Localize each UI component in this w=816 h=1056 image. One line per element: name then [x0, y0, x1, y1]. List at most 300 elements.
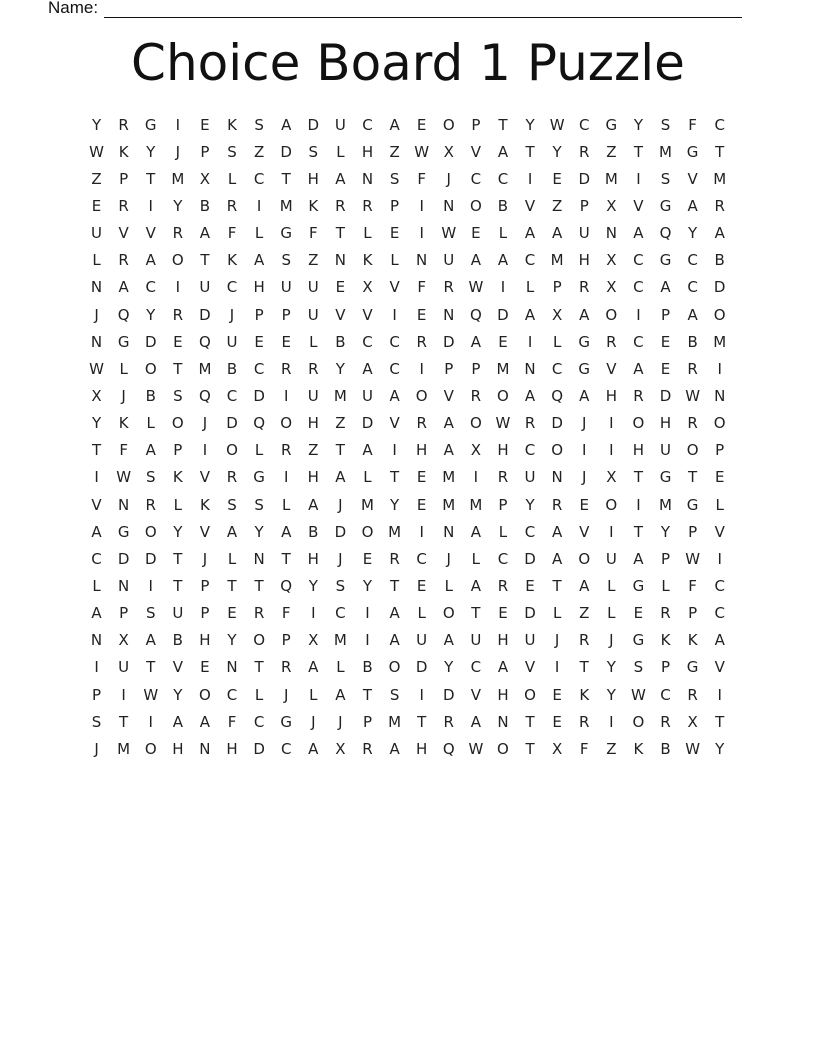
grid-letter: P	[579, 196, 589, 215]
grid-letter: X	[606, 251, 617, 270]
grid-letter: O	[551, 441, 564, 460]
grid-letter: R	[443, 278, 454, 297]
grid-letter: M	[117, 739, 131, 758]
grid-row	[83, 192, 733, 219]
grid-letter: A	[579, 576, 590, 595]
grid-row	[83, 518, 733, 545]
grid-letter: B	[714, 251, 725, 270]
grid-letter: L	[715, 495, 724, 514]
grid-letter: E	[416, 305, 427, 324]
grid-letter: L	[92, 576, 101, 595]
grid-letter: T	[335, 441, 345, 460]
grid-row	[83, 464, 733, 491]
grid-letter: O	[442, 604, 455, 623]
grid-letter: U	[470, 631, 482, 650]
grid-letter: M	[469, 495, 483, 514]
grid-letter: D	[659, 386, 672, 405]
grid-letter: J	[446, 169, 451, 188]
grid-row	[83, 220, 733, 247]
grid-letter: L	[471, 549, 481, 568]
grid-letter: A	[118, 278, 129, 297]
grid-row	[83, 735, 733, 762]
grid-letter: K	[227, 251, 237, 270]
grid-letter: S	[145, 604, 156, 623]
grid-letter: F	[227, 224, 237, 243]
grid-letter: G	[686, 658, 699, 677]
grid-letter: H	[416, 441, 428, 460]
grid-letter: T	[715, 142, 725, 161]
grid-letter: T	[633, 522, 643, 541]
grid-letter: T	[200, 251, 210, 270]
grid-letter: P	[281, 305, 291, 324]
grid-letter: A	[443, 441, 454, 460]
grid-letter: T	[471, 604, 481, 623]
grid-letter: R	[579, 278, 590, 297]
grid-letter: C	[687, 278, 698, 297]
grid-letter: Y	[525, 115, 535, 134]
grid-letter: L	[254, 224, 264, 243]
grid-letter: H	[253, 278, 265, 297]
grid-letter: F	[579, 739, 589, 758]
grid-letter: C	[497, 169, 509, 188]
grid-letter: L	[92, 251, 101, 270]
grid-letter: E	[660, 332, 671, 351]
grid-letter: D	[361, 414, 374, 433]
grid-letter: E	[281, 332, 291, 351]
grid-letter: S	[660, 115, 671, 134]
grid-letter: Z	[579, 604, 590, 623]
grid-row	[83, 165, 733, 192]
grid-letter: T	[633, 142, 643, 161]
grid-letter: E	[579, 495, 589, 514]
grid-letter: X	[606, 278, 617, 297]
grid-letter: C	[578, 115, 590, 134]
grid-letter: K	[118, 142, 129, 161]
grid-letter: Z	[308, 251, 319, 270]
grid-letter: A	[335, 685, 346, 704]
grid-letter: S	[91, 712, 102, 731]
grid-letter: G	[280, 224, 293, 243]
grid-letter: E	[552, 685, 562, 704]
grid-letter: V	[443, 386, 454, 405]
grid-letter: E	[362, 549, 373, 568]
grid-letter: A	[633, 549, 644, 568]
grid-letter: Q	[469, 305, 482, 324]
grid-letter: S	[227, 495, 237, 514]
grid-letter: G	[686, 495, 699, 514]
grid-letter: V	[199, 468, 211, 487]
grid-letter: H	[172, 739, 184, 758]
grid-letter: E	[498, 604, 508, 623]
name-field	[48, 0, 742, 18]
grid-letter: C	[362, 115, 373, 134]
grid-letter: T	[173, 576, 183, 595]
grid-letter: V	[524, 658, 536, 677]
grid-letter: U	[578, 224, 590, 243]
grid-letter: D	[334, 522, 347, 541]
grid-letter: A	[497, 251, 509, 270]
grid-letter: M	[198, 359, 212, 378]
grid-letter: O	[497, 386, 509, 405]
grid-letter: B	[362, 658, 373, 677]
grid-letter: U	[226, 332, 238, 351]
grid-letter: A	[226, 522, 238, 541]
grid-letter: T	[417, 712, 427, 731]
grid-letter: R	[416, 414, 427, 433]
grid-letter: B	[145, 386, 156, 405]
grid-letter: T	[281, 549, 291, 568]
grid-letter: W	[89, 142, 104, 161]
grid-letter: N	[253, 549, 265, 568]
grid-letter: P	[471, 115, 481, 134]
grid-letter: L	[119, 359, 128, 378]
grid-letter: I	[527, 169, 533, 188]
grid-letter: A	[362, 441, 373, 460]
grid-letter: G	[578, 332, 591, 351]
grid-letter: S	[281, 251, 291, 270]
grid-letter: Y	[173, 522, 183, 541]
grid-letter: Y	[606, 658, 616, 677]
grid-letter: I	[609, 712, 614, 731]
grid-letter: N	[361, 169, 374, 188]
grid-letter: M	[279, 196, 293, 215]
grid-letter: U	[605, 549, 617, 568]
grid-letter: M	[388, 522, 402, 541]
grid-letter: V	[145, 224, 156, 243]
grid-letter: O	[253, 631, 266, 650]
grid-letter: M	[361, 495, 374, 514]
grid-letter: Q	[551, 386, 564, 405]
grid-letter: R	[280, 658, 292, 677]
grid-letter: E	[471, 224, 481, 243]
grid-letter: I	[609, 414, 614, 433]
grid-letter: X	[606, 468, 617, 487]
grid-letter: D	[253, 386, 265, 405]
grid-letter: W	[89, 359, 104, 378]
grid-letter: O	[144, 359, 157, 378]
grid-letter: F	[119, 441, 128, 460]
grid-letter: U	[307, 386, 319, 405]
grid-letter: A	[552, 549, 563, 568]
grid-letter: K	[579, 685, 590, 704]
grid-letter: D	[280, 142, 292, 161]
grid-letter: A	[470, 712, 481, 731]
grid-letter: V	[199, 522, 211, 541]
grid-letter: M	[333, 386, 347, 405]
grid-letter: C	[714, 604, 725, 623]
grid-letter: I	[636, 305, 641, 324]
grid-letter: T	[688, 468, 698, 487]
grid-letter: A	[91, 604, 102, 623]
grid-letter: Y	[715, 739, 725, 758]
grid-letter: D	[226, 414, 238, 433]
grid-letter: Q	[659, 224, 672, 243]
grid-letter: R	[226, 468, 238, 487]
grid-letter: A	[470, 332, 481, 351]
grid-letter: U	[361, 386, 373, 405]
grid-letter: J	[582, 468, 587, 487]
grid-letter: C	[280, 739, 292, 758]
grid-letter: W	[685, 549, 701, 568]
grid-letter: Y	[688, 224, 698, 243]
grid-letter: M	[442, 468, 456, 487]
grid-letter: H	[307, 414, 319, 433]
grid-letter: I	[392, 441, 397, 460]
grid-letter: I	[527, 332, 533, 351]
grid-letter: I	[717, 359, 722, 378]
grid-letter: A	[633, 359, 644, 378]
grid-row	[83, 410, 733, 437]
grid-letter: I	[717, 685, 722, 704]
grid-letter: H	[578, 251, 590, 270]
grid-letter: I	[473, 468, 479, 487]
grid-letter: U	[334, 115, 346, 134]
grid-letter: E	[633, 604, 644, 623]
grid-row	[83, 382, 733, 409]
grid-letter: R	[308, 359, 319, 378]
grid-letter: V	[335, 305, 346, 324]
grid-letter: O	[469, 196, 482, 215]
grid-letter: G	[117, 522, 130, 541]
grid-letter: A	[145, 251, 156, 270]
grid-letter: N	[605, 224, 617, 243]
grid-letter: C	[389, 359, 400, 378]
grid-letter: Y	[335, 359, 345, 378]
grid-letter: E	[525, 576, 535, 595]
grid-letter: I	[175, 115, 181, 134]
grid-letter: P	[688, 522, 698, 541]
grid-letter: F	[308, 224, 318, 243]
grid-letter: J	[202, 549, 208, 568]
grid-letter: D	[307, 115, 320, 134]
grid-letter: A	[714, 224, 725, 243]
grid-letter: C	[362, 332, 373, 351]
grid-letter: M	[171, 169, 185, 188]
grid-letter: R	[524, 414, 536, 433]
grid-letter: A	[253, 251, 265, 270]
grid-letter: G	[144, 115, 157, 134]
grid-letter: Q	[117, 305, 130, 324]
grid-letter: A	[524, 224, 536, 243]
grid-letter: R	[145, 495, 156, 514]
grid-letter: D	[442, 685, 455, 704]
grid-letter: A	[579, 386, 590, 405]
grid-letter: Y	[173, 685, 183, 704]
grid-letter: R	[118, 196, 129, 215]
grid-letter: I	[554, 658, 560, 677]
grid-letter: S	[660, 169, 671, 188]
grid-letter: G	[253, 468, 265, 487]
grid-letter: C	[91, 549, 102, 568]
grid-letter: Y	[254, 522, 264, 541]
grid-letter: N	[443, 196, 455, 215]
grid-letter: M	[713, 169, 727, 188]
grid-letter: N	[118, 495, 130, 514]
grid-letter: A	[687, 196, 698, 215]
grid-letter: A	[281, 115, 292, 134]
grid-letter: M	[659, 495, 672, 514]
grid-letter: I	[636, 169, 641, 188]
grid-letter: W	[116, 468, 132, 487]
grid-letter: B	[172, 631, 183, 650]
grid-letter: Y	[91, 414, 102, 433]
grid-letter: Y	[444, 658, 454, 677]
grid-letter: Y	[362, 576, 373, 595]
grid-letter: P	[281, 631, 291, 650]
grid-letter: J	[94, 739, 99, 758]
grid-letter: K	[660, 631, 671, 650]
grid-row	[83, 247, 733, 274]
grid-letter: P	[688, 604, 698, 623]
grid-letter: L	[146, 414, 155, 433]
grid-letter: L	[336, 658, 345, 677]
grid-letter: E	[498, 332, 508, 351]
grid-letter: I	[148, 712, 153, 731]
grid-letter: K	[227, 115, 237, 134]
grid-letter: O	[713, 414, 726, 433]
grid-letter: N	[90, 332, 103, 351]
grid-letter: V	[470, 685, 481, 704]
grid-letter: P	[200, 604, 210, 623]
grid-letter: I	[419, 196, 424, 215]
grid-letter: R	[579, 631, 590, 650]
grid-letter: U	[524, 631, 536, 650]
grid-letter: R	[172, 224, 184, 243]
grid-letter: E	[200, 658, 210, 677]
grid-letter: S	[308, 142, 319, 161]
grid-letter: Y	[633, 115, 643, 134]
grid-letter: W	[685, 386, 701, 405]
grid-letter: L	[254, 685, 264, 704]
grid-letter: C	[633, 251, 644, 270]
grid-letter: J	[175, 142, 181, 161]
grid-letter: L	[417, 604, 426, 623]
grid-letter: N	[443, 305, 455, 324]
grid-letter: A	[470, 522, 481, 541]
grid-letter: T	[146, 169, 156, 188]
grid-letter: G	[686, 142, 699, 161]
grid-letter: U	[199, 278, 211, 297]
grid-letter: P	[660, 549, 671, 568]
grid-letter: A	[579, 305, 590, 324]
grid-letter: R	[579, 712, 590, 731]
grid-letter: M	[550, 251, 564, 270]
grid-letter: A	[145, 441, 156, 460]
grid-letter: A	[389, 604, 400, 623]
grid-letter: T	[525, 739, 535, 758]
grid-letter: O	[469, 414, 482, 433]
grid-letter: N	[714, 386, 726, 405]
grid-letter: J	[582, 414, 587, 433]
grid-letter: U	[416, 631, 428, 650]
grid-letter: J	[229, 305, 235, 324]
grid-letter: C	[497, 549, 509, 568]
grid-letter: T	[254, 658, 264, 677]
grid-letter: X	[687, 712, 698, 731]
grid-letter: F	[281, 604, 291, 623]
grid-letter: C	[416, 549, 427, 568]
grid-letter: R	[579, 142, 590, 161]
grid-letter: O	[415, 386, 428, 405]
grid-letter: T	[281, 169, 291, 188]
grid-letter: A	[660, 278, 671, 297]
grid-letter: C	[389, 332, 400, 351]
grid-letter: X	[470, 441, 481, 460]
grid-letter: A	[145, 631, 156, 650]
grid-letter: G	[605, 115, 618, 134]
grid-letter: V	[579, 522, 590, 541]
grid-letter: R	[497, 468, 509, 487]
grid-letter: A	[362, 359, 373, 378]
grid-letter: D	[144, 549, 157, 568]
grid-letter: Z	[308, 441, 319, 460]
grid-letter: C	[633, 278, 644, 297]
grid-letter: O	[524, 685, 536, 704]
grid-letter: E	[200, 115, 210, 134]
grid-row	[83, 491, 733, 518]
grid-letter: Q	[442, 739, 455, 758]
grid-letter: L	[498, 522, 508, 541]
grid-letter: V	[687, 169, 698, 188]
grid-letter: L	[552, 604, 562, 623]
grid-letter: N	[497, 712, 509, 731]
grid-letter: D	[144, 332, 157, 351]
grid-letter: C	[470, 658, 482, 677]
grid-letter: I	[582, 441, 587, 460]
grid-letter: V	[524, 196, 536, 215]
grid-letter: C	[660, 685, 671, 704]
grid-letter: A	[443, 631, 454, 650]
grid-letter: I	[283, 386, 289, 405]
grid-letter: F	[417, 169, 426, 188]
grid-letter: R	[389, 549, 400, 568]
grid-letter: E	[335, 278, 346, 297]
grid-letter: G	[659, 196, 672, 215]
grid-letter: X	[91, 386, 102, 405]
grid-letter: G	[280, 712, 293, 731]
grid-letter: B	[335, 332, 346, 351]
grid-letter: V	[470, 142, 481, 161]
grid-letter: R	[551, 495, 563, 514]
grid-letter: G	[632, 631, 645, 650]
grid-letter: U	[443, 251, 455, 270]
grid-letter: W	[685, 739, 701, 758]
grid-letter: T	[389, 468, 400, 487]
grid-letter: E	[416, 115, 427, 134]
grid-letter: V	[606, 359, 617, 378]
grid-letter: T	[525, 142, 535, 161]
grid-letter: L	[227, 549, 237, 568]
grid-letter: P	[119, 604, 129, 623]
grid-letter: I	[609, 441, 614, 460]
grid-letter: O	[361, 522, 374, 541]
grid-letter: P	[660, 658, 671, 677]
grid-letter: Z	[606, 739, 617, 758]
grid-letter: J	[554, 631, 560, 650]
grid-letter: U	[660, 441, 671, 460]
grid-letter: I	[392, 305, 397, 324]
grid-letter: P	[390, 196, 400, 215]
word-search-grid	[83, 111, 733, 762]
grid-letter: H	[659, 414, 672, 433]
grid-letter: I	[419, 224, 424, 243]
grid-letter: M	[604, 169, 618, 188]
grid-letter: B	[199, 196, 211, 215]
grid-letter: F	[688, 115, 697, 134]
grid-letter: L	[498, 224, 508, 243]
grid-letter: O	[632, 414, 645, 433]
grid-row	[83, 572, 733, 599]
